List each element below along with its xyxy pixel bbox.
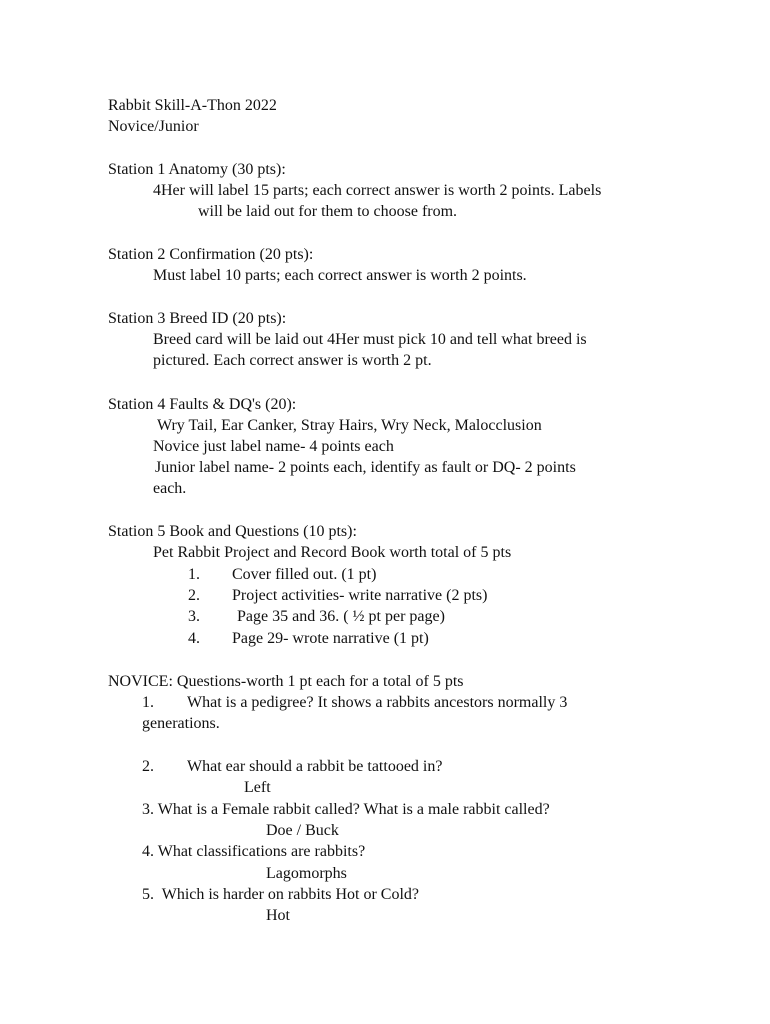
station-2-text-line-1: Must label 10 parts; each correct answer is worth 2 points. bbox=[153, 267, 527, 284]
question-2-number: 2. bbox=[142, 758, 154, 775]
station-1-heading: Station 1 Anatomy (30 pts): bbox=[108, 161, 286, 178]
station-4-text-line-1: Wry Tail, Ear Canker, Stray Hairs, Wry Neck, Malocclusion bbox=[157, 417, 542, 434]
question-1-continuation: generations. bbox=[142, 715, 220, 732]
question-5-answer: Hot bbox=[266, 907, 290, 924]
station-4-text-line-2: Novice just label name- 4 points each bbox=[153, 438, 394, 455]
list-item-number: 1. bbox=[188, 566, 200, 583]
list-item-number: 4. bbox=[188, 630, 200, 647]
station-3-text-line-2: pictured. Each correct answer is worth 2 pt. bbox=[153, 352, 432, 369]
question-3-answer: Doe / Buck bbox=[266, 822, 339, 839]
question-1-text: What is a pedigree? It shows a rabbits ancestors normally 3 bbox=[187, 694, 568, 711]
station-5-heading: Station 5 Book and Questions (10 pts): bbox=[108, 523, 357, 540]
station-4-heading: Station 4 Faults & DQ's (20): bbox=[108, 396, 297, 413]
station-4-text-line-4: each. bbox=[153, 480, 187, 497]
document-division: Novice/Junior bbox=[108, 118, 199, 135]
question-4-text: 4. What classifications are rabbits? bbox=[142, 843, 366, 860]
document-title: Rabbit Skill-A-Thon 2022 bbox=[108, 97, 277, 114]
station-1-text-line-1: 4Her will label 15 parts; each correct answer is worth 2 points. Labels bbox=[153, 182, 602, 199]
question-2-answer: Left bbox=[244, 779, 271, 796]
question-3-text: 3. What is a Female rabbit called? What is a male rabbit called? bbox=[142, 801, 550, 818]
station-5-intro: Pet Rabbit Project and Record Book worth total of 5 pts bbox=[153, 544, 512, 561]
list-item-number: 2. bbox=[188, 587, 200, 604]
list-item-text: Page 35 and 36. ( ½ pt per page) bbox=[237, 608, 445, 625]
list-item-text: Cover filled out. (1 pt) bbox=[232, 566, 377, 583]
question-2-text: What ear should a rabbit be tattooed in? bbox=[187, 758, 443, 775]
question-1-number: 1. bbox=[142, 694, 154, 711]
station-4-text-line-3: Junior label name- 2 points each, identify as fault or DQ- 2 points bbox=[155, 459, 576, 476]
novice-heading: NOVICE: Questions-worth 1 pt each for a total of 5 pts bbox=[108, 673, 464, 690]
list-item-number: 3. bbox=[188, 608, 200, 625]
question-5-text: 5. Which is harder on rabbits Hot or Cold? bbox=[142, 886, 419, 903]
list-item-text: Project activities- write narrative (2 pts) bbox=[232, 587, 488, 604]
station-1-text-line-2: will be laid out for them to choose from. bbox=[198, 203, 458, 220]
station-2-heading: Station 2 Confirmation (20 pts): bbox=[108, 246, 314, 263]
list-item-text: Page 29- wrote narrative (1 pt) bbox=[232, 630, 429, 647]
question-4-answer: Lagomorphs bbox=[266, 865, 347, 882]
station-3-text-line-1: Breed card will be laid out 4Her must pick 10 and tell what breed is bbox=[153, 331, 587, 348]
station-3-heading: Station 3 Breed ID (20 pts): bbox=[108, 310, 287, 327]
